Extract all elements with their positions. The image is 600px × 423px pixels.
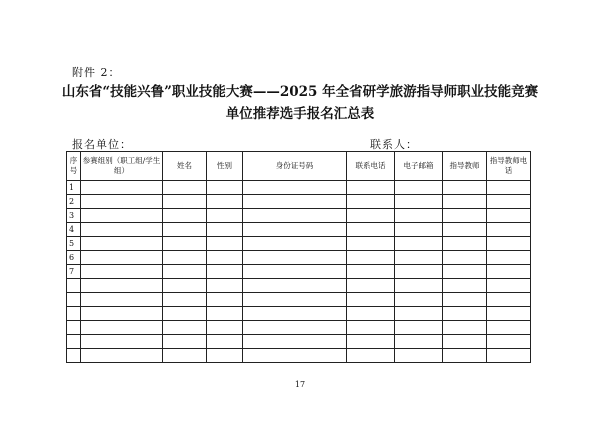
table-cell[interactable] (207, 209, 243, 223)
table-cell[interactable] (243, 223, 347, 237)
table-cell[interactable] (487, 293, 531, 307)
table-cell[interactable] (347, 237, 395, 251)
table-cell[interactable] (163, 293, 207, 307)
table-cell[interactable] (395, 251, 443, 265)
table-cell[interactable] (487, 251, 531, 265)
table-cell[interactable] (347, 335, 395, 349)
table-cell[interactable] (395, 321, 443, 335)
table-row (67, 237, 531, 251)
table-cell[interactable] (243, 209, 347, 223)
table-cell[interactable] (163, 223, 207, 237)
table-cell[interactable] (395, 279, 443, 293)
document-subtitle: 单位推荐选手报名汇总表 (225, 106, 375, 122)
header-phone: 联系电话 (347, 152, 395, 181)
table-row (67, 181, 531, 195)
table-cell[interactable] (395, 265, 443, 279)
table-cell[interactable] (487, 349, 531, 363)
table-cell[interactable] (243, 237, 347, 251)
header-name: 姓名 (163, 152, 207, 181)
table-cell[interactable] (81, 265, 163, 279)
table-cell[interactable] (163, 279, 207, 293)
document-title: 山东省“技能兴鲁”职业技能大赛——2025 年全省研学旅游指导师职业技能竞赛 (61, 84, 539, 100)
table-cell[interactable] (207, 279, 243, 293)
table-row (67, 251, 531, 265)
header-gender: 性别 (207, 152, 243, 181)
table-cell[interactable] (443, 307, 487, 321)
header-seq: 序号 (67, 152, 81, 181)
table-cell[interactable] (243, 181, 347, 195)
registration-table (66, 151, 531, 363)
page-number: 17 (294, 380, 306, 389)
row-seq-cell: 1 (67, 181, 81, 195)
table-cell[interactable] (81, 181, 163, 195)
table-cell[interactable] (81, 307, 163, 321)
table-cell[interactable] (347, 293, 395, 307)
row-seq-cell (67, 335, 81, 349)
table-cell[interactable] (163, 321, 207, 335)
contact-label: 联系人： (370, 138, 418, 151)
table-cell[interactable] (81, 209, 163, 223)
row-seq-cell (67, 349, 81, 363)
table-cell[interactable] (81, 293, 163, 307)
table-cell[interactable] (395, 349, 443, 363)
table-cell[interactable] (207, 321, 243, 335)
table-cell[interactable] (243, 335, 347, 349)
table-cell[interactable] (443, 265, 487, 279)
table-cell[interactable] (487, 279, 531, 293)
unit-label: 报名单位： (72, 138, 132, 151)
table-cell[interactable] (487, 223, 531, 237)
table-cell[interactable] (395, 307, 443, 321)
table-cell[interactable] (347, 321, 395, 335)
table-header-row (67, 152, 531, 181)
header-instructor: 指导教师 (443, 152, 487, 181)
row-seq-cell (67, 321, 81, 335)
table-cell[interactable] (207, 195, 243, 209)
table-cell[interactable] (243, 293, 347, 307)
table-cell[interactable] (443, 293, 487, 307)
table-cell[interactable] (243, 265, 347, 279)
table-cell[interactable] (395, 335, 443, 349)
header-group: 参赛组别（职工组/学生组） (81, 152, 163, 181)
table-row (67, 349, 531, 363)
table-cell[interactable] (163, 209, 207, 223)
table-cell[interactable] (487, 307, 531, 321)
table-cell[interactable] (207, 307, 243, 321)
table-cell[interactable] (487, 335, 531, 349)
row-seq-cell (67, 293, 81, 307)
table-cell[interactable] (163, 335, 207, 349)
table-cell[interactable] (81, 237, 163, 251)
table-cell[interactable] (81, 223, 163, 237)
table-cell[interactable] (487, 265, 531, 279)
table-cell[interactable] (395, 223, 443, 237)
table-cell[interactable] (347, 265, 395, 279)
table-cell[interactable] (443, 335, 487, 349)
table-cell[interactable] (487, 321, 531, 335)
table-cell[interactable] (81, 251, 163, 265)
table-row (67, 279, 531, 293)
table-cell[interactable] (163, 307, 207, 321)
table-cell[interactable] (395, 237, 443, 251)
header-instructor-phone: 指导教师电话 (487, 152, 531, 181)
table-cell[interactable] (487, 195, 531, 209)
table-cell[interactable] (163, 181, 207, 195)
table-cell[interactable] (487, 237, 531, 251)
table-cell[interactable] (347, 195, 395, 209)
table-row (67, 209, 531, 223)
table-cell[interactable] (207, 251, 243, 265)
table-cell[interactable] (163, 265, 207, 279)
table-cell[interactable] (443, 279, 487, 293)
table-cell[interactable] (207, 223, 243, 237)
table-cell[interactable] (443, 321, 487, 335)
attachment-label: 附件 2： (72, 66, 121, 79)
table-cell[interactable] (81, 279, 163, 293)
row-seq-cell: 3 (67, 209, 81, 223)
table-cell[interactable] (347, 279, 395, 293)
table-cell[interactable] (487, 209, 531, 223)
table-row (67, 321, 531, 335)
table-cell[interactable] (243, 349, 347, 363)
table-row (67, 307, 531, 321)
row-seq-cell (67, 279, 81, 293)
table-cell[interactable] (163, 349, 207, 363)
table-cell[interactable] (243, 279, 347, 293)
table-cell[interactable] (81, 335, 163, 349)
table-row (67, 195, 531, 209)
table-cell[interactable] (443, 349, 487, 363)
table-cell[interactable] (243, 251, 347, 265)
table-cell[interactable] (347, 251, 395, 265)
table-cell[interactable] (207, 181, 243, 195)
table-cell[interactable] (395, 293, 443, 307)
table-cell[interactable] (443, 181, 487, 195)
table-row (67, 223, 531, 237)
table-cell[interactable] (395, 195, 443, 209)
table-cell[interactable] (443, 223, 487, 237)
table-cell[interactable] (487, 181, 531, 195)
table-cell[interactable] (207, 237, 243, 251)
table-row (67, 265, 531, 279)
table-cell[interactable] (207, 335, 243, 349)
table-cell[interactable] (243, 321, 347, 335)
header-email: 电子邮箱 (395, 152, 443, 181)
table-cell[interactable] (443, 195, 487, 209)
table-cell[interactable] (163, 251, 207, 265)
table-row (67, 293, 531, 307)
table-cell[interactable] (163, 237, 207, 251)
table-cell[interactable] (81, 349, 163, 363)
table-cell[interactable] (81, 195, 163, 209)
table-row (67, 335, 531, 349)
table-cell[interactable] (207, 349, 243, 363)
table-cell[interactable] (443, 237, 487, 251)
table-cell[interactable] (347, 349, 395, 363)
table-cell[interactable] (347, 223, 395, 237)
table-cell[interactable] (207, 293, 243, 307)
table-cell[interactable] (207, 265, 243, 279)
table-cell[interactable] (395, 181, 443, 195)
table-cell[interactable] (443, 251, 487, 265)
table-cell[interactable] (395, 209, 443, 223)
row-seq-cell: 5 (67, 237, 81, 251)
row-seq-cell: 6 (67, 251, 81, 265)
table-cell[interactable] (81, 321, 163, 335)
table-cell[interactable] (243, 307, 347, 321)
table-cell[interactable] (443, 209, 487, 223)
header-id-number: 身份证号码 (243, 152, 347, 181)
row-seq-cell: 7 (67, 265, 81, 279)
row-seq-cell: 4 (67, 223, 81, 237)
table-cell[interactable] (347, 181, 395, 195)
table-cell[interactable] (163, 195, 207, 209)
table-cell[interactable] (243, 195, 347, 209)
row-seq-cell: 2 (67, 195, 81, 209)
table-cell[interactable] (347, 307, 395, 321)
table-cell[interactable] (347, 209, 395, 223)
row-seq-cell (67, 307, 81, 321)
